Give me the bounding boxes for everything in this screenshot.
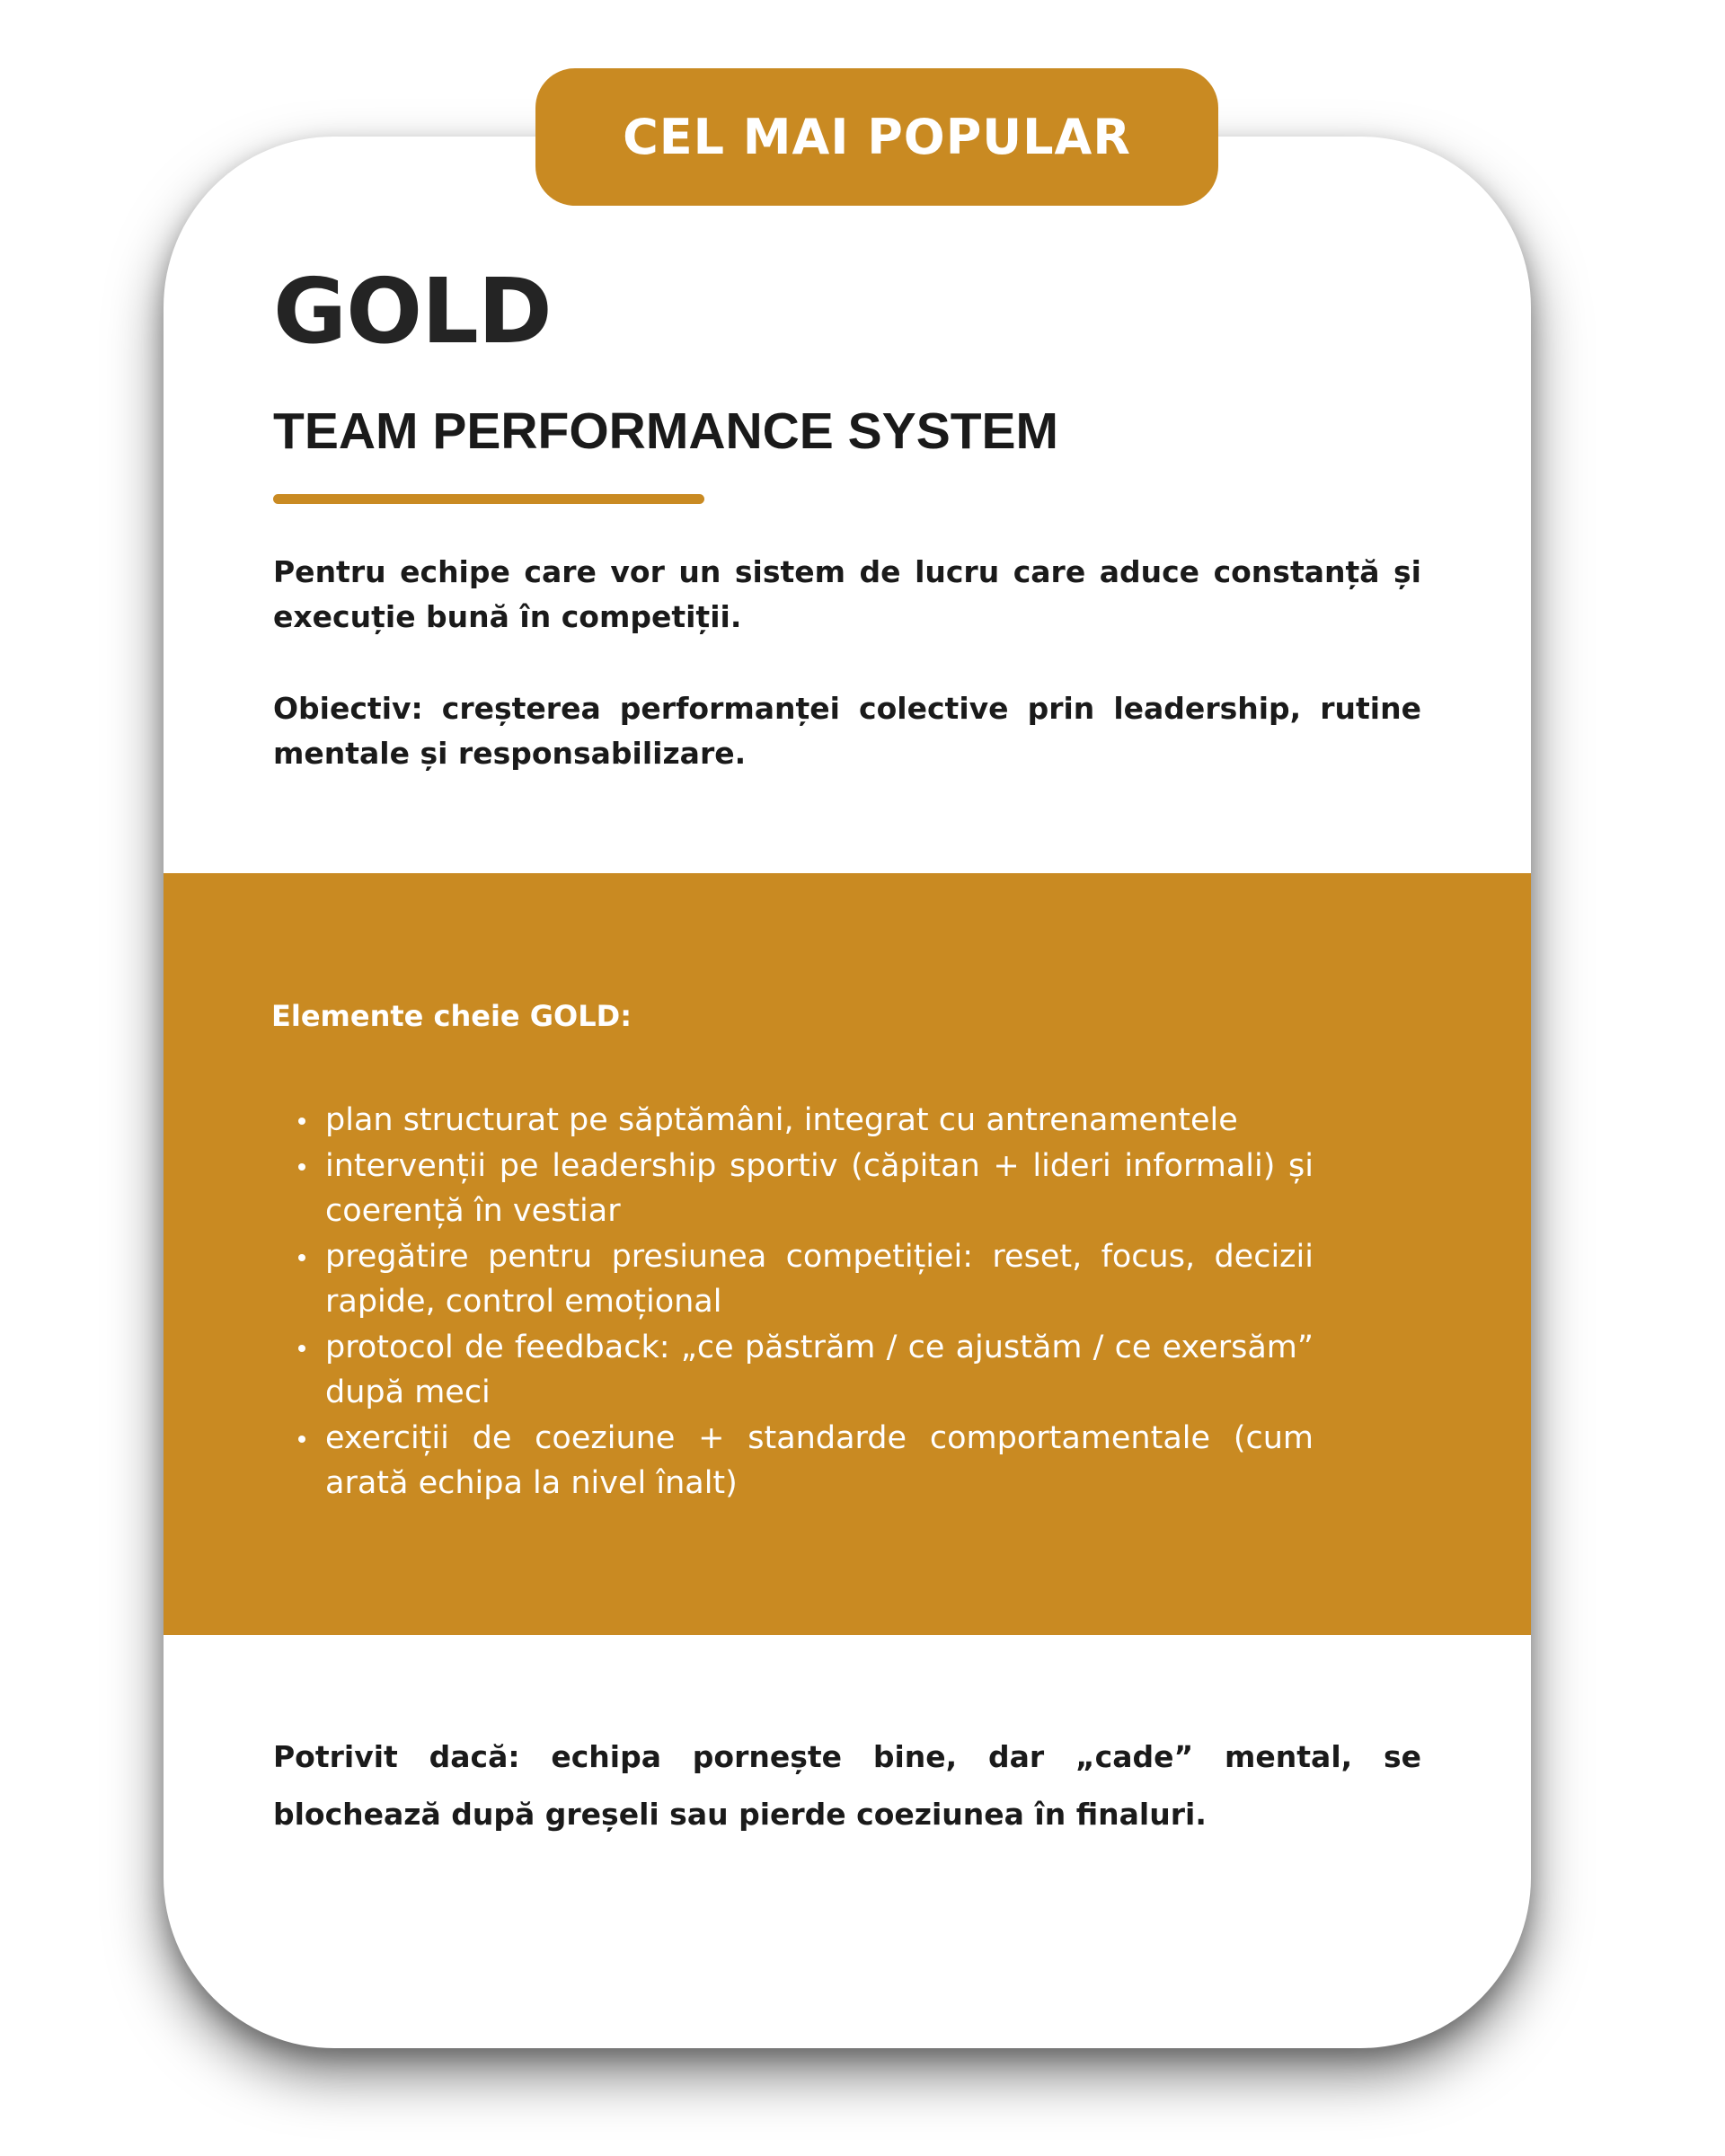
- bullet-icon: [298, 1436, 305, 1443]
- key-elements-list: [325, 1098, 1314, 1507]
- bullet-icon: [298, 1345, 305, 1352]
- list-item: [325, 1144, 1314, 1234]
- plan-subtitle: TEAM PERFORMANCE SYSTEM: [273, 402, 1059, 460]
- pricing-card: [164, 137, 1531, 2048]
- list-item-text: pregătire pentru presiunea competiției: reset, focus, decizii rapide, control emoțional: [325, 1238, 1314, 1320]
- list-item: [325, 1325, 1314, 1416]
- popular-badge: CEL MAI POPULAR: [535, 68, 1218, 206]
- list-item-text: plan structurat pe săptămâni, integrat cu antrenamentele: [325, 1102, 1238, 1138]
- fit-description: Potrivit dacă: echipa pornește bine, dar „cade” mental, se blochează după greșeli sau pierde coeziunea în finaluri.: [273, 1739, 1421, 1832]
- title-underline: [273, 494, 704, 504]
- list-item: [325, 1234, 1314, 1325]
- key-elements-heading: Elemente cheie GOLD:: [271, 999, 632, 1033]
- list-item-text: protocol de feedback: „ce păstrăm / ce ajustăm / ce exersăm” după meci: [325, 1329, 1314, 1410]
- plan-objective: Obiectiv: creșterea performanței colective prin leadership, rutine mentale și responsabilizare.: [273, 691, 1421, 771]
- list-item: [325, 1098, 1314, 1144]
- bullet-icon: [298, 1163, 305, 1171]
- key-elements-section: [164, 873, 1531, 1635]
- bullet-icon: [298, 1118, 305, 1125]
- plan-description: Pentru echipe care vor un sistem de lucru care aduce constanță și execuție bună în competiții.: [273, 554, 1421, 634]
- list-item-text: intervenții pe leadership sportiv (căpitan + lideri informali) și coerență în vestiar: [325, 1147, 1314, 1229]
- list-item: [325, 1416, 1314, 1507]
- bullet-icon: [298, 1254, 305, 1261]
- list-item-text: exerciții de coeziune + standarde comportamentale (cum arată echipa la nivel înalt): [325, 1419, 1314, 1501]
- plan-title: GOLD: [273, 259, 552, 364]
